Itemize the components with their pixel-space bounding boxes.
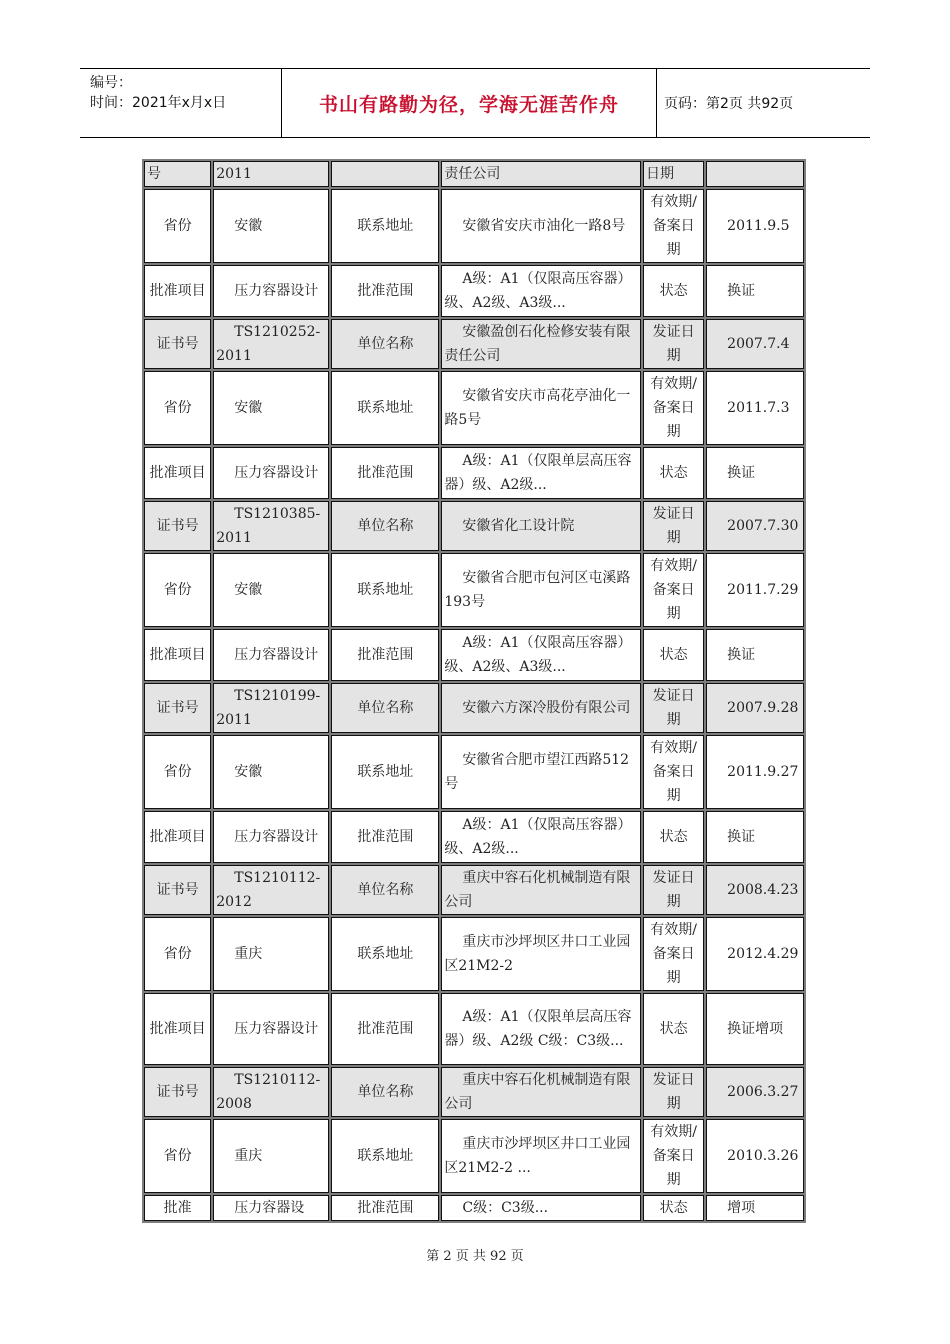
cell-field-value-2: 安徽省合肥市望江西路512号 xyxy=(441,735,641,809)
cell-date-value: 2006.3.27 xyxy=(706,1067,804,1117)
cell-field-label: 省份 xyxy=(144,735,211,809)
cell-field-label: 批准项目 xyxy=(144,265,211,317)
cell-field-label-2: 联系地址 xyxy=(331,189,439,263)
number-label: 编号： xyxy=(90,75,132,91)
cell-date-value: 换证 xyxy=(706,629,804,681)
cell-field-label: 证书号 xyxy=(144,319,211,369)
header-meta xyxy=(80,69,282,137)
cell-date-value: 换证 xyxy=(706,447,804,499)
cell-field-value-2: 重庆中容石化机械制造有限公司 xyxy=(441,865,641,915)
cell-date-label: 有效期/备案日期 xyxy=(643,553,704,627)
cell-date-value: 2012.4.29 xyxy=(706,917,804,991)
table-row xyxy=(144,629,804,681)
table-row xyxy=(144,1119,804,1193)
cell-date-value: 2010.3.26 xyxy=(706,1119,804,1193)
cell-date-value: 2011.9.27 xyxy=(706,735,804,809)
cell-field-value-2: 重庆中容石化机械制造有限公司 xyxy=(441,1067,641,1117)
cell-field-label: 证书号 xyxy=(144,865,211,915)
cell-field-value: 重庆 xyxy=(213,917,329,991)
cell-field-label-2: 批准范围 xyxy=(331,993,439,1065)
cell-field-value: 压力容器设计 xyxy=(213,447,329,499)
cell-field-value-2: A级：A1（仅限单层高压容器）级、A2级 C级：C3级... xyxy=(441,993,641,1065)
cell-field-label-2: 批准范围 xyxy=(331,811,439,863)
cell-field-label-2: 批准范围 xyxy=(331,629,439,681)
cell-field-value-2: A级：A1（仅限高压容器）级、A2级、A3级... xyxy=(441,629,641,681)
cell-field-value: TS1210112-2008 xyxy=(213,1067,329,1117)
cell-field-label: 省份 xyxy=(144,1119,211,1193)
cell-field-label-2: 批准范围 xyxy=(331,265,439,317)
cell-field-value-2: 安徽省安庆市油化一路8号 xyxy=(441,189,641,263)
cell-date-label: 状态 xyxy=(643,993,704,1065)
cell-field-label: 证书号 xyxy=(144,1067,211,1117)
cell-field-value: 压力容器设 xyxy=(213,1195,329,1221)
cell-field-label: 证书号 xyxy=(144,683,211,733)
cell-field-value-2: C级：C3级... xyxy=(441,1195,641,1221)
table-row xyxy=(144,683,804,733)
cell-date-label: 状态 xyxy=(643,447,704,499)
cell-field-value: 压力容器设计 xyxy=(213,993,329,1065)
cell-field-value-2: A级：A1（仅限高压容器）级、A2级... xyxy=(441,811,641,863)
cell-field-label: 批准项目 xyxy=(144,629,211,681)
cell-date-label: 有效期/备案日期 xyxy=(643,189,704,263)
cell-date-label: 状态 xyxy=(643,265,704,317)
cell-field-label: 省份 xyxy=(144,189,211,263)
motto: 书山有路勤为径，学海无涯苦作舟 xyxy=(282,69,657,137)
cell-date-value: 2007.9.28 xyxy=(706,683,804,733)
cell-field-label-2: 联系地址 xyxy=(331,917,439,991)
cell-field-value: 2011 xyxy=(213,161,329,187)
certificate-table xyxy=(142,159,806,1223)
cell-date-value xyxy=(706,161,804,187)
cell-field-value-2: 安徽盈创石化检修安装有限责任公司 xyxy=(441,319,641,369)
cell-date-value: 2007.7.30 xyxy=(706,501,804,551)
cell-field-value: TS1210385-2011 xyxy=(213,501,329,551)
cell-field-value: 安徽 xyxy=(213,735,329,809)
table-row xyxy=(144,319,804,369)
page-footer: 第 2 页 共 92 页 xyxy=(426,1249,524,1264)
cell-field-value-2: 安徽六方深冷股份有限公司 xyxy=(441,683,641,733)
table-row xyxy=(144,735,804,809)
cell-field-label-2: 单位名称 xyxy=(331,319,439,369)
cell-date-label: 状态 xyxy=(643,1195,704,1221)
page-info: 页码：第2页 共92页 xyxy=(664,96,794,112)
cell-date-label: 发证日期 xyxy=(643,865,704,915)
cell-field-value-2: 安徽省化工设计院 xyxy=(441,501,641,551)
cell-field-value: TS1210199-2011 xyxy=(213,683,329,733)
cell-field-label-2: 批准范围 xyxy=(331,447,439,499)
table-row xyxy=(144,447,804,499)
cell-field-label: 省份 xyxy=(144,553,211,627)
cell-date-label: 状态 xyxy=(643,629,704,681)
cell-date-value: 换证增项 xyxy=(706,993,804,1065)
cell-field-value: 压力容器设计 xyxy=(213,811,329,863)
cell-field-value: 压力容器设计 xyxy=(213,265,329,317)
cell-field-label-2 xyxy=(331,161,439,187)
cell-field-label-2: 单位名称 xyxy=(331,683,439,733)
cell-field-label-2: 单位名称 xyxy=(331,501,439,551)
cell-field-label: 号 xyxy=(144,161,211,187)
cell-field-label: 批准项目 xyxy=(144,811,211,863)
cell-date-value: 换证 xyxy=(706,265,804,317)
cell-field-label: 批准项目 xyxy=(144,447,211,499)
cell-field-value: 压力容器设计 xyxy=(213,629,329,681)
cell-date-value: 2011.7.3 xyxy=(706,371,804,445)
cell-date-label: 有效期/备案日期 xyxy=(643,1119,704,1193)
table-row xyxy=(144,993,804,1065)
cell-date-value: 换证 xyxy=(706,811,804,863)
table-row xyxy=(144,371,804,445)
table-row xyxy=(144,553,804,627)
table-row xyxy=(144,865,804,915)
cell-field-label-2: 批准范围 xyxy=(331,1195,439,1221)
cell-field-label-2: 单位名称 xyxy=(331,1067,439,1117)
cell-date-label: 日期 xyxy=(643,161,704,187)
cell-field-label: 省份 xyxy=(144,371,211,445)
cell-date-value: 2008.4.23 xyxy=(706,865,804,915)
cell-field-value: TS1210252-2011 xyxy=(213,319,329,369)
date-label: 时间：2021年x月x日 xyxy=(90,95,227,111)
cell-field-value: 安徽 xyxy=(213,553,329,627)
page-header xyxy=(80,68,870,138)
cell-field-value: TS1210112-2012 xyxy=(213,865,329,915)
table-row xyxy=(144,501,804,551)
cell-field-value-2: 重庆市沙坪坝区井口工业园区21M2-2 ... xyxy=(441,1119,641,1193)
cell-field-label: 证书号 xyxy=(144,501,211,551)
cell-date-label: 有效期/备案日期 xyxy=(643,917,704,991)
table-row xyxy=(144,161,804,187)
cell-date-value: 2011.9.5 xyxy=(706,189,804,263)
cell-date-value: 2007.7.4 xyxy=(706,319,804,369)
cell-date-label: 发证日期 xyxy=(643,683,704,733)
cell-field-value-2: A级：A1（仅限高压容器）级、A2级、A3级... xyxy=(441,265,641,317)
cell-date-label: 发证日期 xyxy=(643,1067,704,1117)
cell-field-value: 安徽 xyxy=(213,189,329,263)
cell-field-label-2: 联系地址 xyxy=(331,553,439,627)
cell-field-label: 省份 xyxy=(144,917,211,991)
table-row xyxy=(144,1195,804,1221)
cell-date-label: 有效期/备案日期 xyxy=(643,735,704,809)
cell-field-value-2: 重庆市沙坪坝区井口工业园区21M2-2 xyxy=(441,917,641,991)
cell-date-label: 状态 xyxy=(643,811,704,863)
cell-date-value: 增项 xyxy=(706,1195,804,1221)
cell-field-label: 批准 xyxy=(144,1195,211,1221)
cell-field-value-2: 责任公司 xyxy=(441,161,641,187)
table-row xyxy=(144,1067,804,1117)
cell-field-value-2: 安徽省合肥市包河区屯溪路193号 xyxy=(441,553,641,627)
cell-field-value: 安徽 xyxy=(213,371,329,445)
cell-field-label-2: 联系地址 xyxy=(331,371,439,445)
cell-field-value-2: A级：A1（仅限单层高压容器）级、A2级... xyxy=(441,447,641,499)
cell-field-value: 重庆 xyxy=(213,1119,329,1193)
cell-date-value: 2011.7.29 xyxy=(706,553,804,627)
cell-field-label-2: 联系地址 xyxy=(331,1119,439,1193)
cell-date-label: 发证日期 xyxy=(643,501,704,551)
cell-field-label-2: 单位名称 xyxy=(331,865,439,915)
cell-field-label-2: 联系地址 xyxy=(331,735,439,809)
cell-field-label: 批准项目 xyxy=(144,993,211,1065)
cell-date-label: 发证日期 xyxy=(643,319,704,369)
cell-date-label: 有效期/备案日期 xyxy=(643,371,704,445)
table-row xyxy=(144,189,804,263)
table-row xyxy=(144,811,804,863)
table-row xyxy=(144,265,804,317)
table-row xyxy=(144,917,804,991)
cell-field-value-2: 安徽省安庆市高花亭油化一路5号 xyxy=(441,371,641,445)
